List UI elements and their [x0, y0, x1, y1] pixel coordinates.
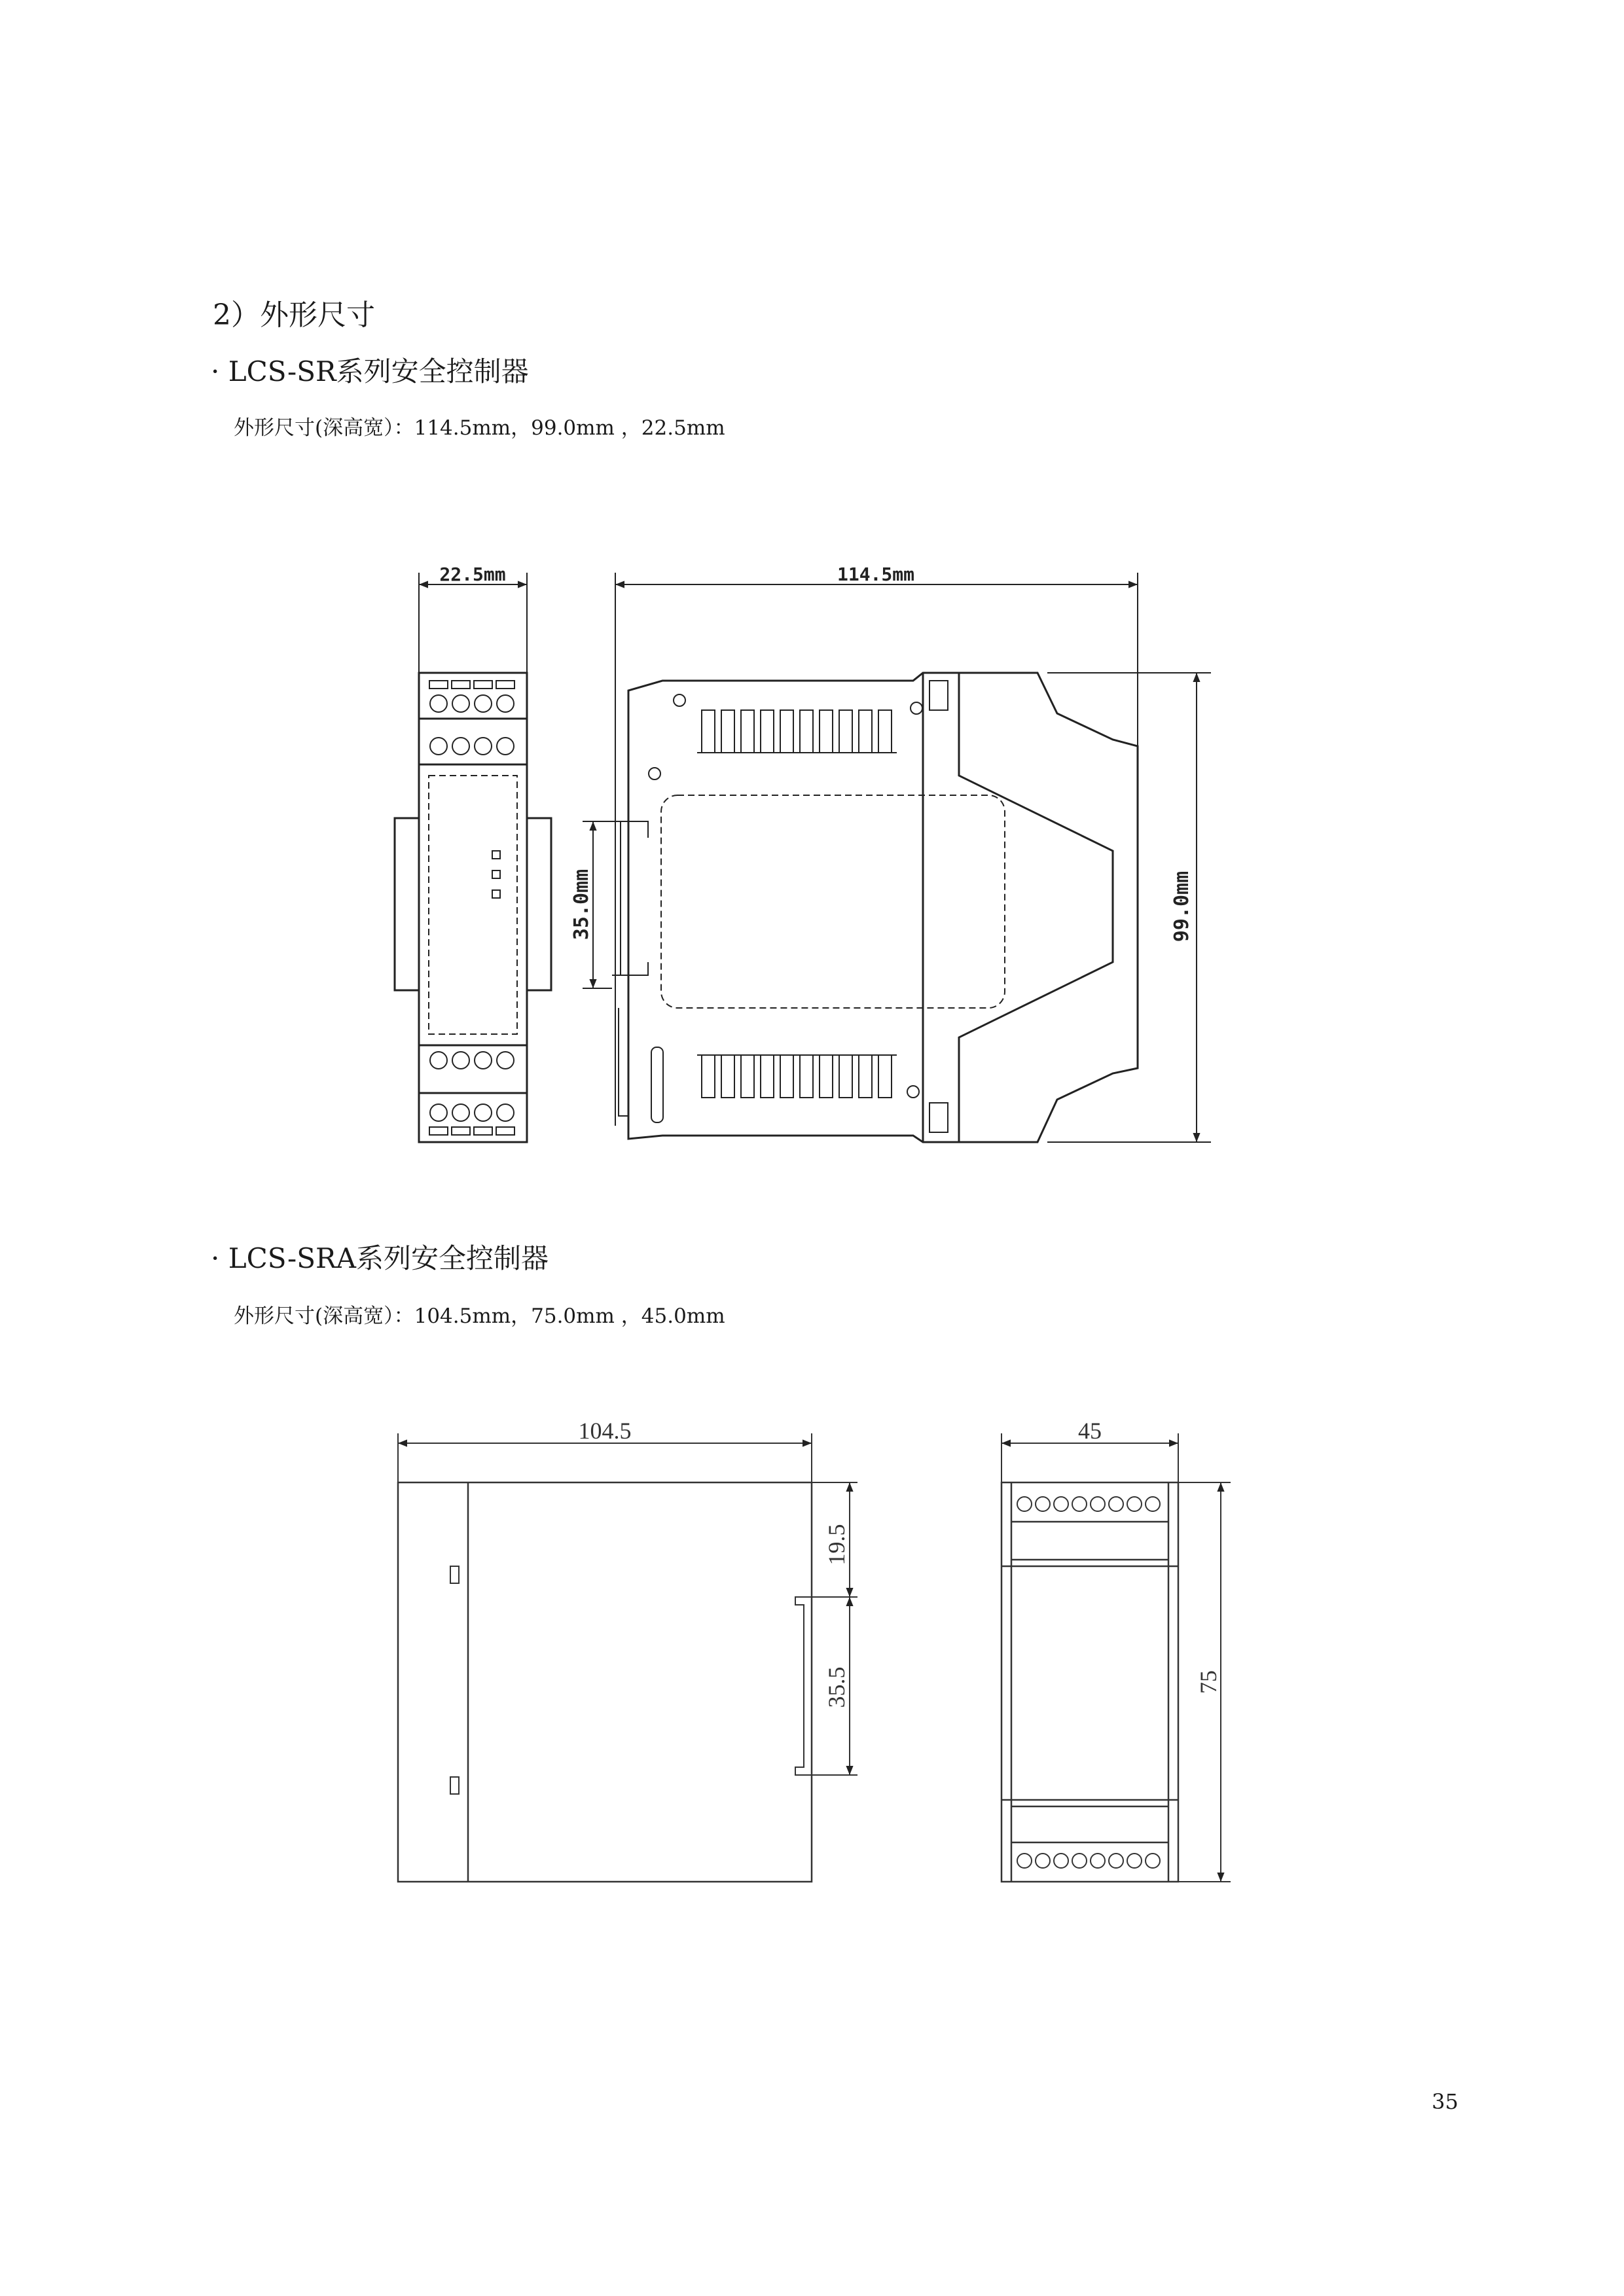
sr-height-label: 99.0mm	[1170, 870, 1193, 942]
sra-upper-label: 19.5	[823, 1524, 850, 1566]
sr-dimensions-spec: 外形尺寸(深高宽）：114.5mm，99.0mm ，22.5mm	[234, 416, 725, 440]
sr-depth-dimension	[615, 573, 1138, 1126]
sr-front-terminals	[429, 681, 514, 1135]
sr-rail-label: 35.0mm	[570, 869, 593, 941]
sra-rail-label: 35.5	[823, 1666, 850, 1708]
sra-side-view	[398, 1482, 812, 1882]
sr-side-fins	[697, 710, 897, 1098]
sr-front-view	[395, 673, 551, 1142]
sra-series-title: · LCS-SRA系列安全控制器	[211, 1242, 549, 1274]
sra-width-label: 45	[1078, 1418, 1102, 1444]
sr-side-view	[612, 673, 1138, 1142]
page-number: 35	[1432, 2089, 1458, 2114]
section-heading: 2）外形尺寸	[213, 298, 375, 332]
sra-front-terminals	[1017, 1497, 1160, 1868]
sr-width-dimension	[419, 573, 527, 673]
sra-dimensions-spec: 外形尺寸(深高宽）：104.5mm，75.0mm ，45.0mm	[234, 1304, 725, 1328]
sra-height-label: 75	[1195, 1670, 1221, 1694]
sr-depth-label: 114.5mm	[837, 564, 915, 585]
sra-depth-label: 104.5	[578, 1418, 632, 1444]
sr-series-title: · LCS-SR系列安全控制器	[211, 355, 529, 387]
sr-width-label: 22.5mm	[439, 564, 506, 585]
sra-front-view	[1001, 1482, 1178, 1882]
